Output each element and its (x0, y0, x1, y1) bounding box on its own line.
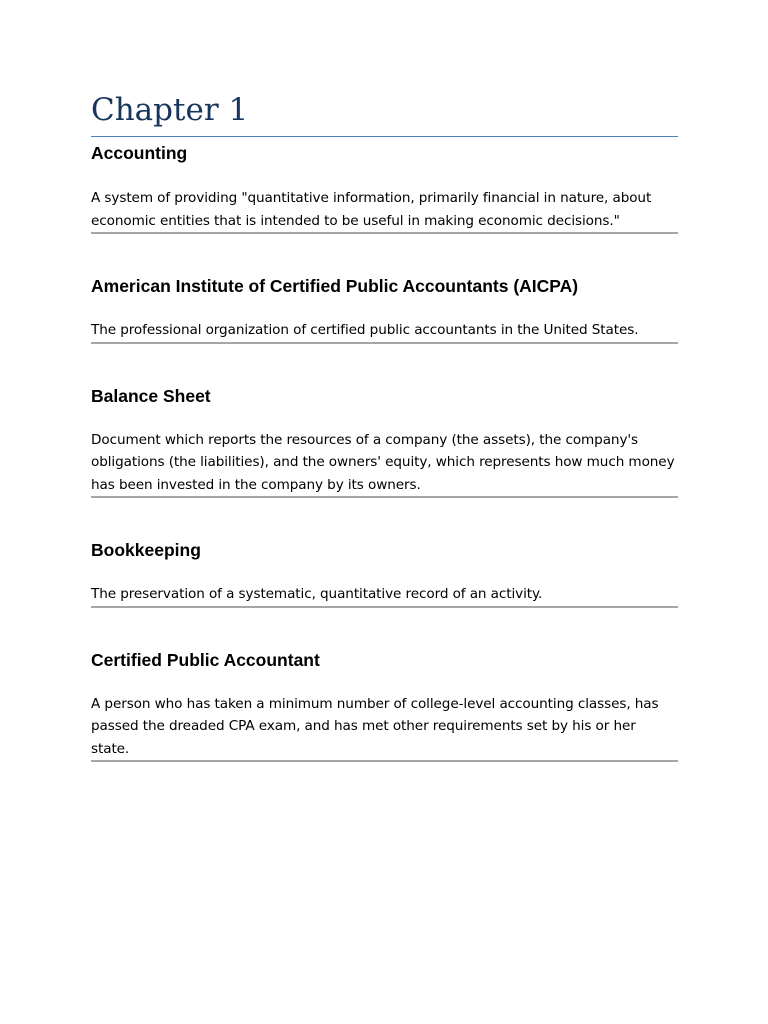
glossary-definition: The professional organization of certified public accountants in the United States. (91, 322, 639, 338)
glossary-entry-bookkeeping (91, 539, 678, 608)
glossary-entry-cpa (91, 649, 678, 763)
glossary-term: American Institute of Certified Public Accountants (AICPA) (91, 276, 579, 296)
glossary-entry-aicpa (91, 275, 678, 344)
glossary-definition: Document which reports the resources of a company (the assets), the company's obligations (the liabilities), and the owners' equity, which represents how much money has been invested in the company by its owners. (91, 431, 675, 493)
glossary-definition: A system of providing "quantitative information, primarily financial in nature, about economic entities that is intended to be useful in making economic decisions." (91, 190, 652, 229)
glossary-term: Bookkeeping (91, 540, 201, 560)
glossary-entry-accounting (91, 137, 678, 234)
glossary-term: Accounting (91, 143, 188, 163)
glossary-definition: A person who has taken a minimum number of college-level accounting classes, has passed the dreaded CPA exam, and has met other requirements set by his or her state. (91, 695, 659, 757)
glossary-definition: The preservation of a systematic, quantitative record of an activity. (91, 586, 543, 602)
glossary-term: Balance Sheet (91, 385, 211, 406)
glossary-entry-balance-sheet (91, 385, 678, 499)
glossary-term: Certified Public Accountant (91, 649, 320, 670)
chapter-title: Chapter 1 (91, 90, 678, 137)
document-page (91, 90, 678, 762)
